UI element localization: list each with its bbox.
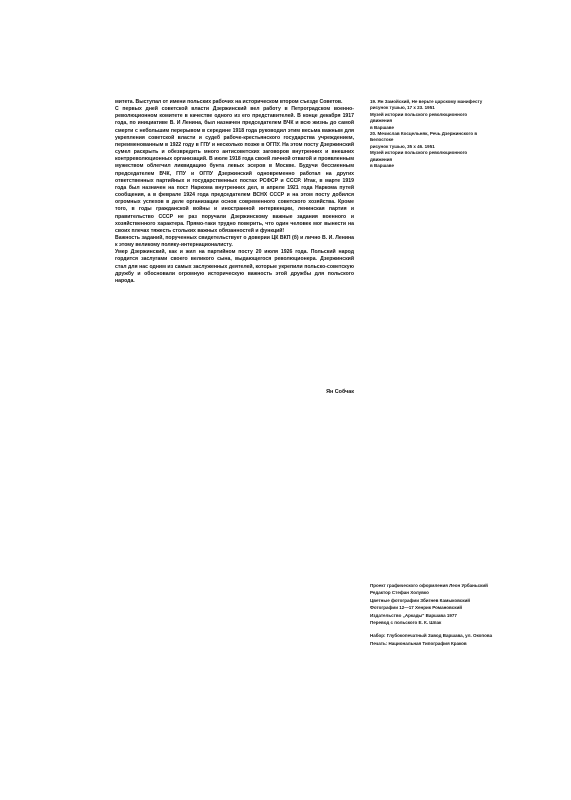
paragraph-4: Умер Дзержинский, как и жил на партийном посту 20 июля 1926 года. Польский народ гордится заслугами своего великого сына, выдающегося революционера. Дзержинский стал для нас одним из самых заслуженных деятелей, которые укрепили польско-советскую дружбу и обосновали огромную историческую важность этой дружбы для польского народа. bbox=[115, 249, 354, 284]
caption-19 bbox=[370, 99, 490, 131]
credit-row: Цветные фотографии Збигнев Камыковский bbox=[370, 597, 471, 603]
caption-line: рисунок тушью, 17 х 23. 1951 bbox=[370, 105, 435, 111]
paragraph-3: Важность заданий, порученных свидетельствует о доверии ЦК ВКП (б) и лично В. И. Ленина к этому великому поляку-интернационалисту. bbox=[115, 234, 354, 249]
caption-line: рисунок тушью, 35 х 46. 1951 bbox=[370, 143, 435, 149]
credit-row: Фотографии 12—17 Хенрик Романовский bbox=[370, 605, 462, 611]
caption-line: 20. Мечислав Косцельняк, Речь Дзержинского в Белостоке bbox=[370, 131, 478, 143]
print-row: Печать: Национальная Типография Краков bbox=[370, 640, 467, 646]
paragraph-2: С первых дней советской власти Дзержинский вел работу в Петроградском военно-революционном комитете в качестве одного из его представителей. В конце декабря 1917 года, по инициативе В. И Ленина, был назначен председателем ВЧК и всю жизнь до самой смерти с небольшим перерывом в середине 1918 года руководил этим весьма важным для укрепления советской власти и судеб рабоче-крестьянского государства учреждением, переименованным в 1922 году в ГПУ и несколько позже в ОГПУ. На этом посту Дзержинский сумел раскрыть и обезвредить много антисоветских заговоров внутренних и внешних контрреволюционных организаций. В июле 1918 года своей личной отвагой и проявленным мужеством облегчил ликвидацию бунта левых эсеров в Москве. Будучи бессменным председателем ВЧК, ГПУ и ОГПУ Дзержинский одновременно работал на других ответственных партийных и государственных постах РСФСР и СССР. Итак, в марте 1919 года был назначен на пост Наркома внутренних дел, в апреле 1921 года Наркома путей сообщения, а в феврале 1924 года председателем ВСНХ СССР и на этом посту добился огромных успехов в деле организации основ современного советского хозяйства. Кроме того, в годы гражданской войны и иностранной интервенции, ленинская партия и правительство СССР не раз поручали Дзержинскому важные задания военного и хозяйственного характера. Прямо-таки трудно поверить, что один человек мог вынести на своих плечах тяжесть стольких важных обязанностей и функций! bbox=[115, 106, 354, 234]
caption-line: 19. Ян Замойский, Не верьте царскому манифесту bbox=[370, 99, 483, 104]
credit-row: Издательство „Аркады" Варшава 1977 bbox=[370, 612, 457, 618]
imprint-credits bbox=[370, 582, 540, 647]
main-text-column bbox=[115, 99, 354, 285]
illustration-captions bbox=[370, 99, 490, 169]
author-signature: Ян Собчак bbox=[326, 389, 354, 395]
caption-line: Музей истории польского революционного движения bbox=[370, 111, 468, 124]
caption-line: Музей истории польского революционного движения bbox=[370, 150, 468, 162]
credit-row: Перевод с польского Е. К. Шпак bbox=[370, 620, 442, 626]
credit-row: Редактор Стефан Холувко bbox=[370, 590, 429, 596]
caption-20 bbox=[370, 131, 490, 169]
caption-line: в Варшаве bbox=[370, 124, 394, 130]
paragraph-1: митета. Выступал от имени польских рабочих на историческом втором съезде Советов. bbox=[115, 99, 343, 105]
print-row: Набор: Глубокопечатный Завод Варшава, ул. Окопова bbox=[370, 633, 493, 639]
credit-row: Проект графического оформления Леон Урбаньский bbox=[370, 583, 488, 588]
caption-line: в Варшаве bbox=[370, 163, 394, 169]
